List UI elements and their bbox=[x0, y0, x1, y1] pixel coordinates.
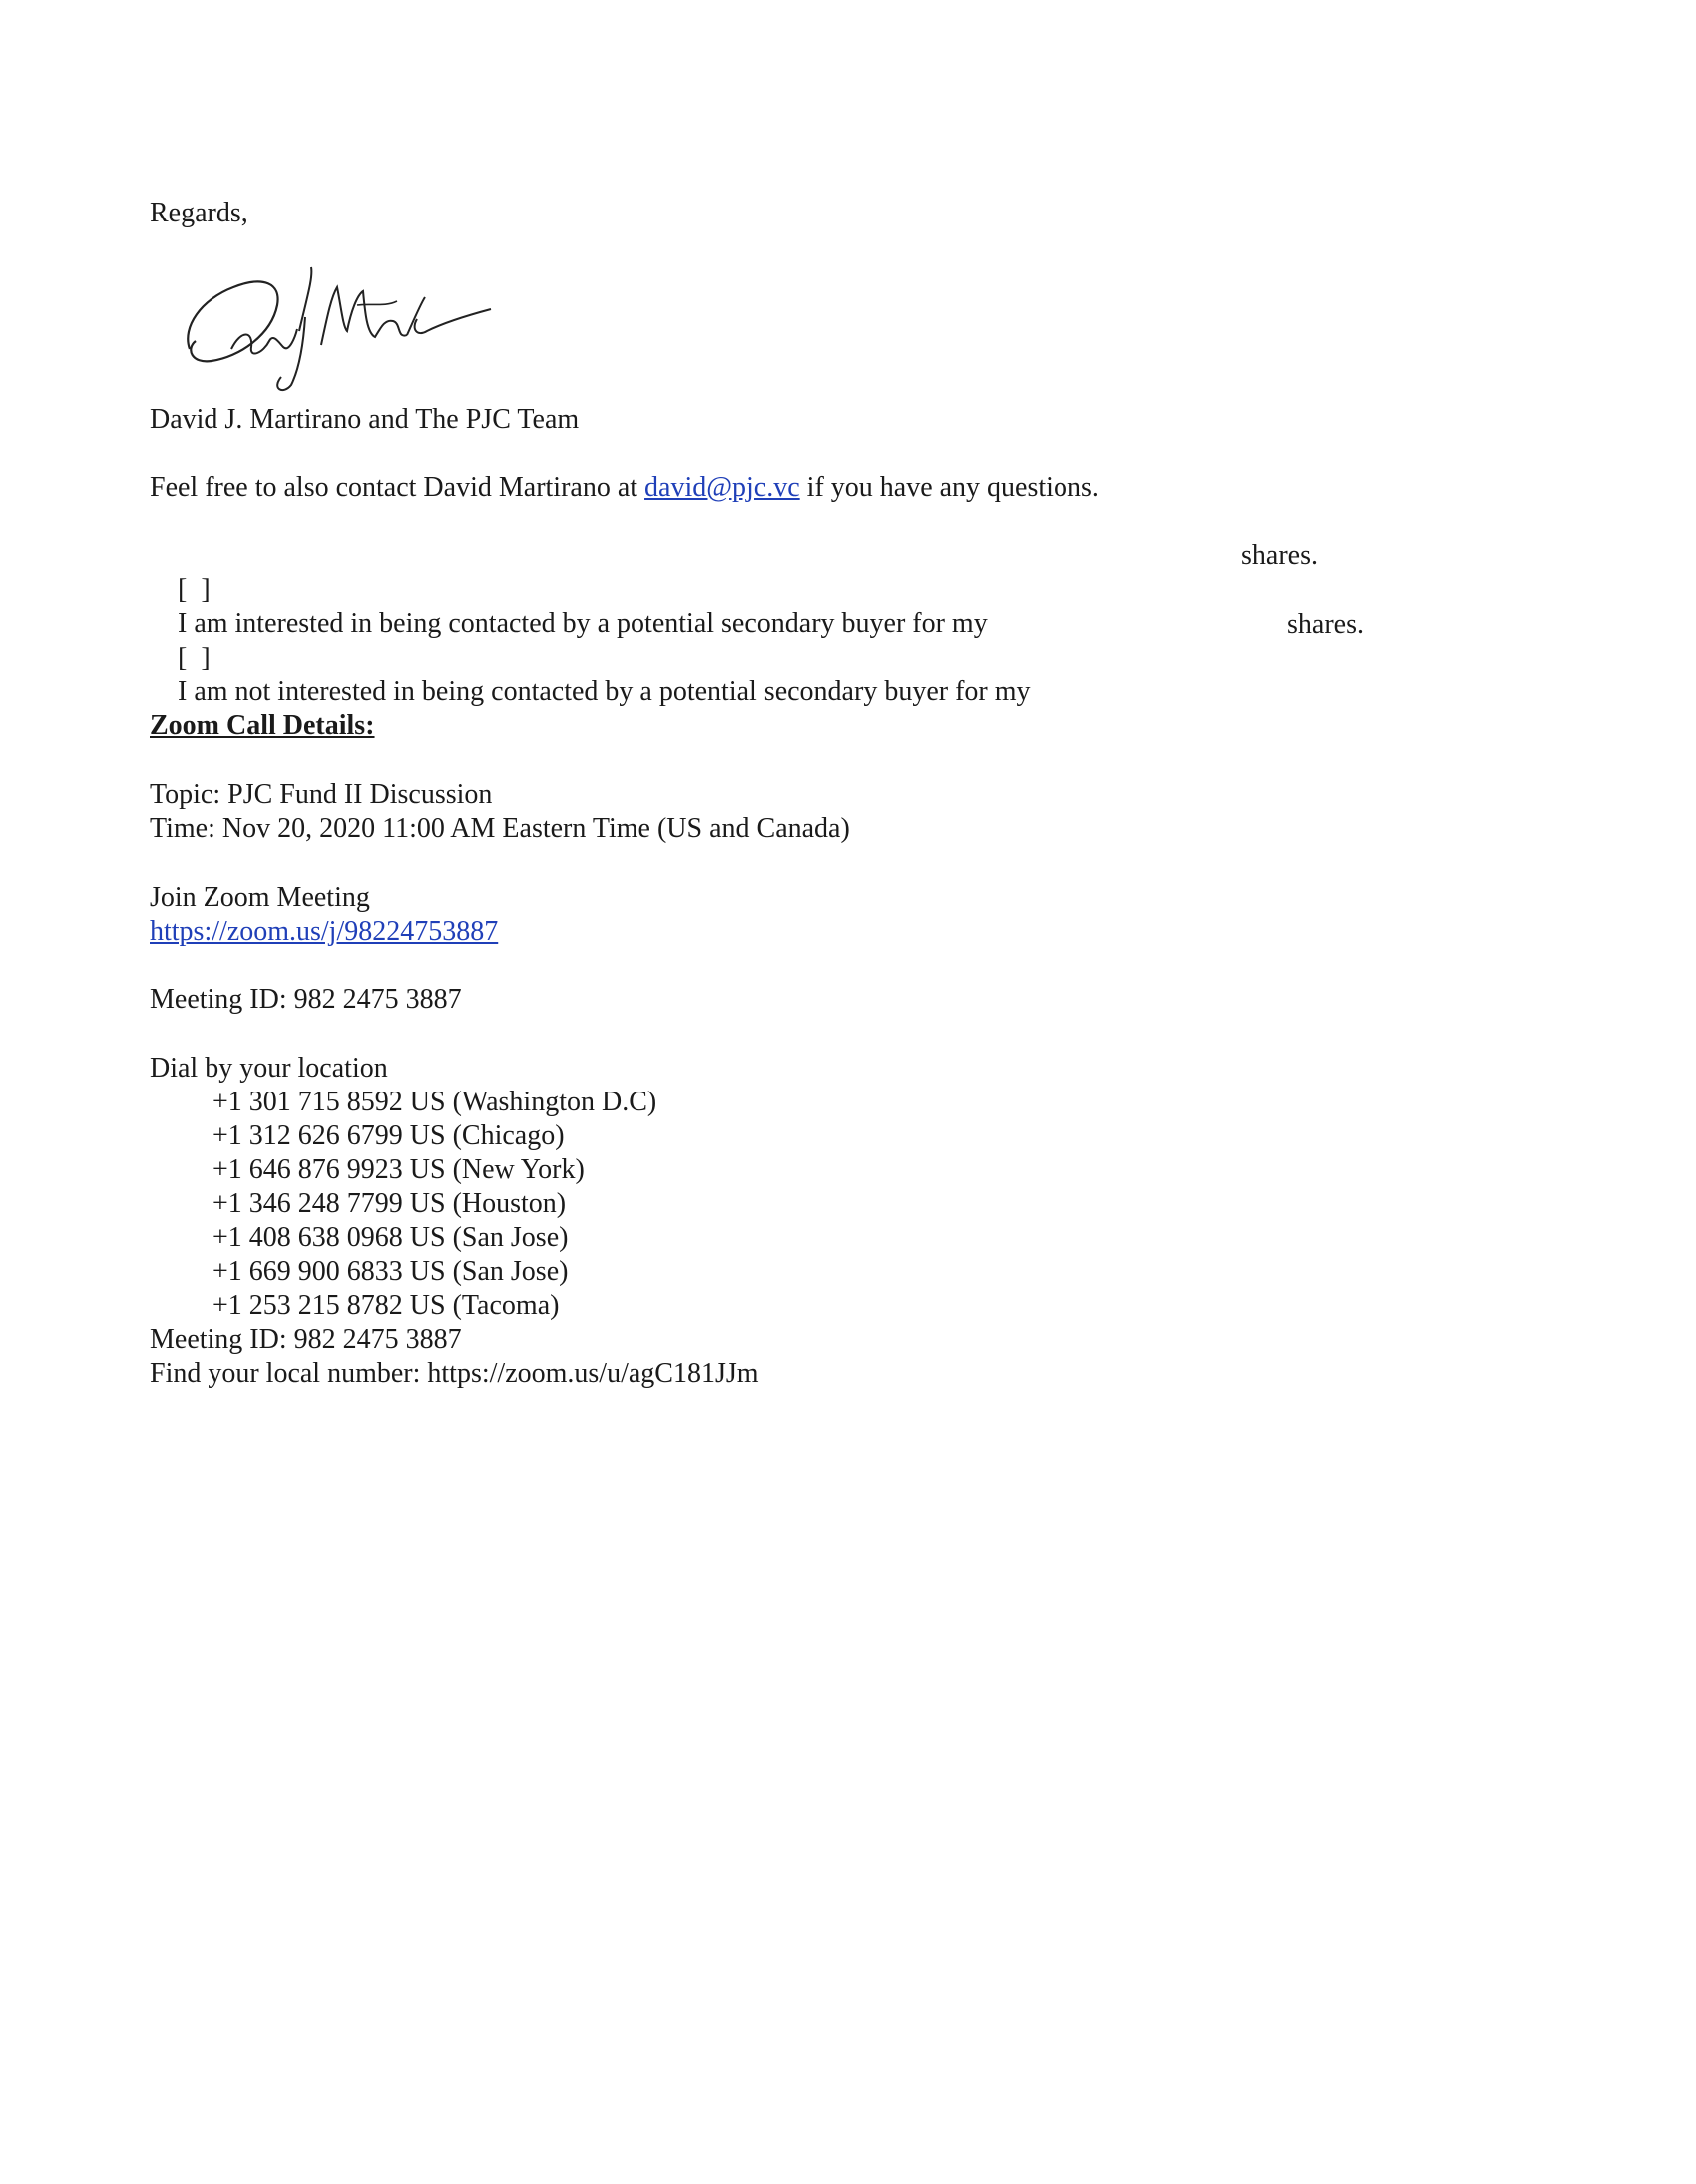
checkbox-interested[interactable]: [ ] bbox=[178, 574, 211, 605]
option-not-interested-text: I am not interested in being contacted by a potential secondary buyer for my bbox=[178, 676, 1031, 707]
dial-number: +1 669 900 6833 US (San Jose) bbox=[212, 1256, 569, 1287]
option-not-interested bbox=[150, 608, 1496, 777]
join-label: Join Zoom Meeting bbox=[150, 882, 370, 913]
closing-text: Regards, bbox=[150, 198, 248, 228]
zoom-time: Time: Nov 20, 2020 11:00 AM Eastern Time (US and Canada) bbox=[150, 813, 850, 844]
contact-suffix: if you have any questions. bbox=[799, 472, 1099, 503]
join-url-line bbox=[150, 915, 498, 949]
option-not-interested-trailing: shares. bbox=[1287, 609, 1364, 640]
dial-number: +1 312 626 6799 US (Chicago) bbox=[212, 1120, 565, 1151]
dial-number: +1 301 715 8592 US (Washington D.C) bbox=[212, 1087, 657, 1117]
meeting-id: Meeting ID: 982 2475 3887 bbox=[150, 984, 462, 1015]
signature-image bbox=[172, 257, 501, 397]
local-number: Find your local number: https://zoom.us/u/agC181JJm bbox=[150, 1358, 759, 1389]
contact-email-link[interactable]: david@pjc.vc bbox=[644, 472, 800, 503]
signer-name: David J. Martirano and The PJC Team bbox=[150, 404, 580, 435]
checkbox-not-interested[interactable]: [ ] bbox=[178, 643, 211, 673]
option-interested-text: I am interested in being contacted by a potential secondary buyer for my bbox=[178, 608, 988, 639]
dial-number: +1 253 215 8782 US (Tacoma) bbox=[212, 1290, 560, 1321]
dial-label: Dial by your location bbox=[150, 1053, 388, 1084]
join-url-link[interactable]: https://zoom.us/j/98224753887 bbox=[150, 916, 499, 947]
contact-line bbox=[150, 471, 1099, 505]
dial-number: +1 408 638 0968 US (San Jose) bbox=[212, 1222, 569, 1253]
zoom-topic: Topic: PJC Fund II Discussion bbox=[150, 779, 493, 810]
option-interested-trailing: shares. bbox=[1241, 540, 1318, 571]
contact-prefix: Feel free to also contact David Martirano at bbox=[150, 472, 645, 503]
dial-number: +1 346 248 7799 US (Houston) bbox=[212, 1188, 567, 1219]
dial-number: +1 646 876 9923 US (New York) bbox=[212, 1154, 585, 1185]
zoom-heading: Zoom Call Details: bbox=[150, 710, 375, 741]
meeting-id-repeat: Meeting ID: 982 2475 3887 bbox=[150, 1324, 462, 1355]
